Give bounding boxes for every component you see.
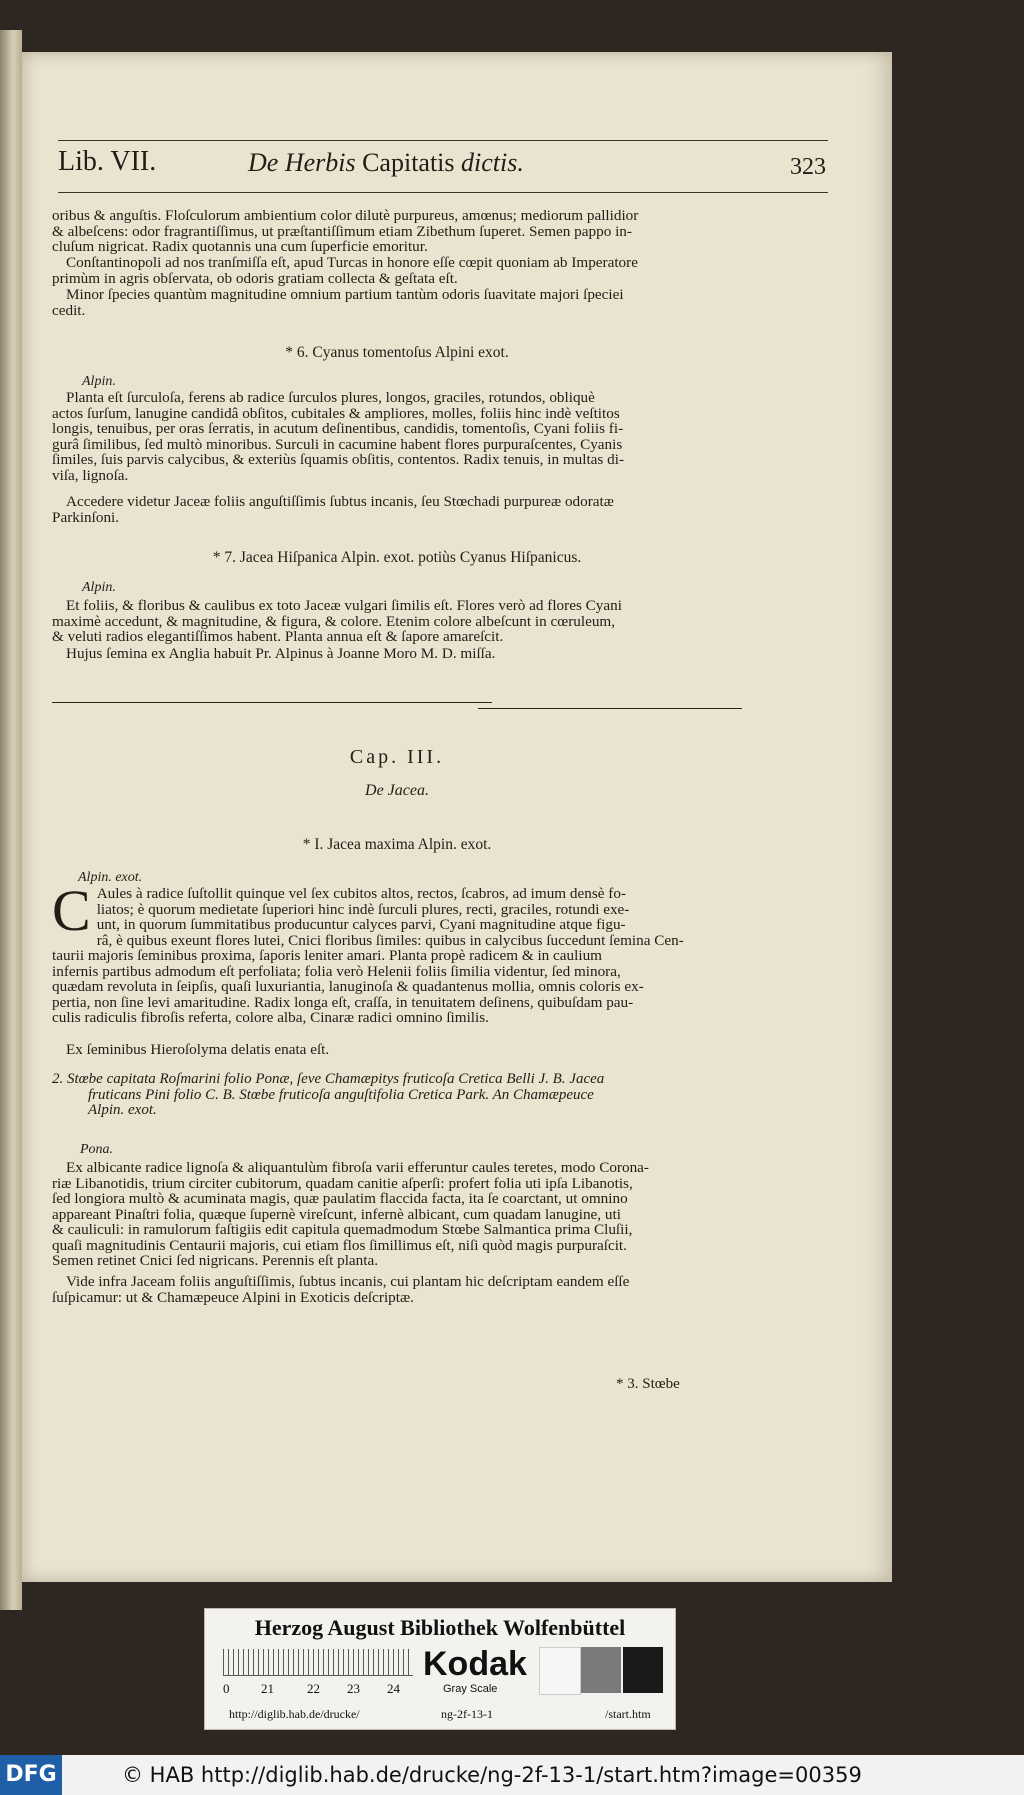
paragraph-8 [52,878,742,1026]
p6-lines [52,598,742,645]
text-line: Hujus ſemina ex Anglia habuit Pr. Alpinus à Joanne Moro M. D. miſſa. [66,645,496,662]
text-line: Minor ſpecies quantùm magnitudine omnium partium tantùm odoris ſuavitate majori ſpeciei [66,286,624,303]
paragraph-4 [52,390,742,483]
text-line: Planta eſt ſurculoſa, ferens ab radice ſurculos plures, longos, graciles, rotundos, obliquè [66,389,595,406]
text-line: pertia, non ſine levi amaritudine. Radix longa eſt, craſſa, in tenuitatem deſinens, quibuſdam pau- [52,993,634,1011]
text-line: Vide infra Jaceam foliis anguſtiſſimis, ſubtus incanis, cui plantam hic deſcriptam eandem eſſe [66,1273,630,1290]
p11-lines [52,1274,742,1305]
header-rule-top [58,140,828,141]
paragraph-9 [52,1042,742,1058]
ruler-number-3: 23 [347,1681,360,1696]
ruler-number-1: 21 [261,1681,274,1696]
text-line: fruticans Pini folio C. B. Stœbe fruticoſa anguſtifolia Cretica Park. An Chamæpeuce [88,1086,594,1103]
p5-lines [52,494,742,525]
page-number: 323 [790,154,826,180]
text-line: Parkinſoni. [52,508,120,526]
paragraph-10 [52,1160,742,1269]
text-line: oribus & anguſtis. Floſculorum ambientium color dilutè purpureus, amœnus; mediorum pallidior [52,207,639,224]
p2-lines [52,255,742,286]
gray-patch-white [539,1647,581,1695]
header-book: Lib. VII. [58,146,157,177]
text-line: maximè accedunt, & magnitudine, & figura, & colore. Etenim colore albeſcunt in cœruleum, [52,612,616,630]
book-page [22,52,892,1582]
text-line: Et foliis, & floribus & caulibus ex toto Jaceæ vulgari ſimilis eſt. Flores verò ad flores Cyani [66,597,622,614]
text-line: cluſum nigricat. Radix quotannis una cum ſuperficie emoritur. [52,238,428,255]
text-line: Alpin. exot. [88,1102,157,1118]
header-title [248,148,524,178]
card-url-suffix: /start.htm [605,1707,651,1721]
entry-2-heading [52,1072,732,1119]
paragraph-7 [52,646,742,662]
drop-capital: C [52,878,91,943]
chapter-heading: Cap. III. [349,746,445,768]
dfg-logo: DFG [0,1755,62,1795]
p10-lines [52,1160,742,1269]
p4-lines [52,390,742,483]
text-line: Accedere videtur Jaceæ foliis anguſtiſſimis ſubtus incanis, ſeu Stœchadi purpureæ odoratæ [66,493,614,510]
text-line: quædam revoluta in ſeipſis, quaſi luxuriantia, lanuginoſa & quadantenus mollia, omnis coloris ex- [52,978,644,995]
text-line: infernis partibus admodum eſt perfoliata; folia verò Helenii foliis ſimilia videntur, ſed minora, [52,962,621,980]
text-line: appareant Pinaſtri folia, quæque ſupernè vireſcunt, infernè albicant, cum quadam lanugine, uti [52,1205,621,1223]
card-url-base: http://diglib.hab.de/drucke/ [229,1707,360,1721]
entry-6-author: Alpin. [82,374,116,389]
catchword: * 3. Stœbe [616,1376,680,1392]
paragraph-5 [52,494,742,525]
text-line: râ, è quibus exeunt flores lutei, Cnici floribus ſimiles: quibus in calycibus ſuccedunt ſemina Cen- [96,931,684,949]
paragraph-6 [52,598,742,645]
text-line: ſuſpicamur: ut & Chamæpeuce Alpini in Exoticis deſcriptæ. [52,1288,414,1306]
chapter-subtitle: De Jacea. [365,782,429,799]
gray-scale-label: Gray Scale [443,1683,498,1695]
text-line: & veluti radios elegantiſſimos habent. Planta annua eſt & ſapore amareſcit. [52,628,504,645]
text-line: Aules à radice ſuſtollit quinque vel ſex cubitos altos, rectos, ſcabros, ad imum densè fo- [96,885,627,902]
header-title-italic-1: De Herbis [248,148,356,177]
p3-lines [52,287,742,318]
text-line: & cauliculi: in ramulorum faſtigiis edit capitula quemadmodum Stœbe Salmantica prima Cluſii, [52,1221,633,1238]
header-title-italic-2: dictis. [461,148,524,177]
paragraph-2 [52,255,742,286]
ruler-number-4: 24 [387,1681,400,1696]
text-line: gurâ ſimilibus, ſed multò minoribus. Surculi in cacumine habent flores purpuraſcentes, Cyanis [52,435,623,453]
text-line: Conſtantinopoli ad nos tranſmiſſa eſt, apud Turcas in honore eſſe cœpit quoniam ab Imperatore [66,254,638,271]
scale-ruler [223,1649,413,1676]
text-line: Ex ſeminibus Hieroſolyma delatis enata eſt. [66,1041,330,1058]
text-line: 2. Stœbe capitata Roſmarini folio Ponæ, ſeve Chamæpitys fruticoſa Cretica Belli J. B. Jacea [52,1071,605,1087]
text-line: ſed longiora multò & acuminata magis, quæ paulatim flaccida facta, ita ſe coarctant, ut omnino [52,1190,628,1207]
entry-2-author: Pona. [80,1142,114,1157]
footer-copyright-link[interactable]: © HAB http://diglib.hab.de/drucke/ng-2f-13-1/start.htm?image=00359 [122,1763,862,1787]
p1-lines [52,208,742,255]
card-url-id: ng-2f-13-1 [441,1707,493,1721]
entry-7-author: Alpin. [82,580,116,595]
paragraph-1 [52,208,742,255]
header-rule-bottom [58,192,828,193]
text-line: Ex albicante radice lignoſa & aliquantulùm fibroſa varii efferuntur caules teretes, modo Corona- [66,1159,649,1176]
book-spine [0,30,22,1610]
paragraph-3 [52,287,742,318]
entry-1-heading: * I. Jacea maxima Alpin. exot. [302,836,492,853]
text-line: viſa, lignoſa. [52,466,129,484]
gray-patch-mid [581,1647,621,1693]
entry-7-heading: * 7. Jacea Hiſpanica Alpin. exot. potiùs Cyanus Hiſpanicus. [212,549,582,566]
card-title: Herzog August Bibliothek Wolfenbüttel [254,1615,626,1640]
gray-patch-black [623,1647,663,1693]
ruler-number-2: 22 [307,1681,320,1696]
text-line: Semen retinet Cnici ſed nigricans. Perennis eſt planta. [52,1252,379,1269]
text-line: actos ſurſum, lanugine candidâ obſitos, cubitales & ampliores, molles, foliis hinc indè veſtitos [52,404,620,422]
kodak-logo: Kodak [423,1645,527,1683]
text-line: riæ Libanotidis, trium circiter cubitorum, quadam canitie aſperſi: profert folia uti ipſa Libanotis, [52,1174,633,1192]
p9-lines [52,1042,742,1058]
paragraph-11 [52,1274,742,1305]
p7-lines [52,646,742,662]
ruler-number-0: 0 [223,1681,230,1696]
text-line: & albeſcens: odor fragrantiſſimus, ut præſtantiſſimum etiam Zibethum ſuperet. Semen pappo in- [52,222,632,240]
text-line: unt, in quorum ſummitatibus producuntur calyces parvi, Cyani magnitudine atque figu- [96,916,626,933]
header-title-roman: Capitatis [355,148,462,177]
entry-6-heading: * 6. Cyanus tomentoſus Alpini exot. [285,344,509,361]
text-line: ſimiles, ſuis parvis calycibus, & exteriùs ſquamis obſitis, contentos. Radix tenuis, in multas di- [52,451,625,468]
section-rule-right [478,708,742,709]
entry2-lines [52,1072,732,1119]
p8-lines [52,878,742,1026]
section-rule-left [52,702,492,703]
entry-1-author: Alpin. exot. [78,870,143,885]
color-calibration-card [204,1608,676,1730]
footer-bar [0,1755,1024,1795]
text-line: culis radiculis fibroſis referta, colore alba, Cinaræ radici omnino ſimilis. [52,1009,489,1026]
text-line: longis, tenuibus, per oras ſerratis, in acutum deſinentibus, candidis, tomentoſis, Cyani foliis fi- [52,420,624,437]
text-line: primùm in agris obſervata, ob odoris gratiam collecta & geſtata eſt. [52,269,458,287]
running-header [58,140,828,210]
text-line: quaſi magnitudinis Centaurii majoris, cui etiam flos ſimillimus eſt, niſi quòd magis purpuraſcit. [52,1236,627,1254]
text-line: taurii majoris ſeminibus proxima, ſaporis leniter amari. Planta propè radicem & in caulium [52,947,602,964]
text-line: cedit. [52,301,86,319]
text-line: liatos; è quorum medietate ſuperiori hinc indè ſurculi plures, recti, graciles, rotundi exe- [96,900,630,918]
